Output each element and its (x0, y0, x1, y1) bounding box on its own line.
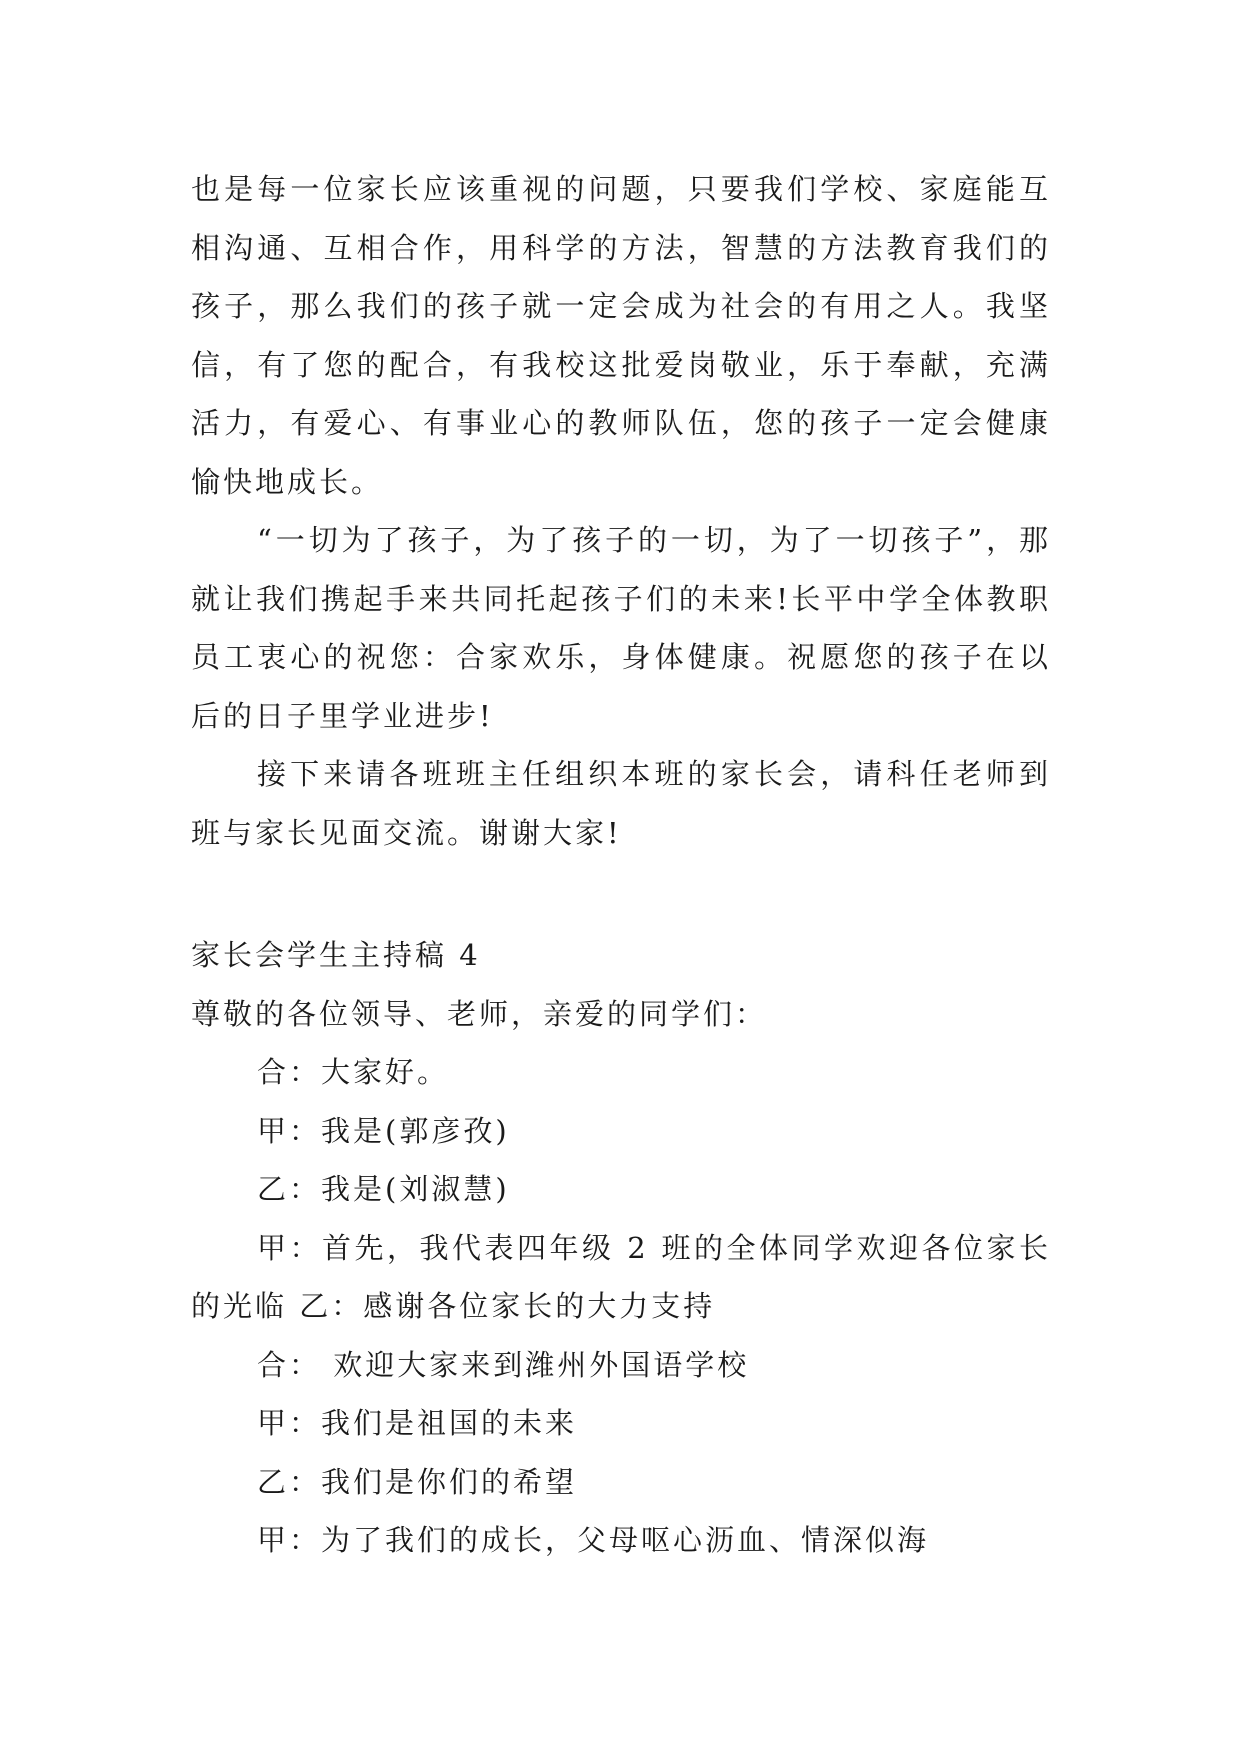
paragraph-everything-for-children: “一切为了孩子，为了孩子的一切，为了一切孩子”，那就让我们携起手来共同托起孩子们的未来!长平中学全体教职员工衷心的祝您：合家欢乐，身体健康。祝愿您的孩子在以后的日子里学业进步! (191, 523, 1051, 733)
section-spacer (191, 862, 1051, 926)
paragraph-parent-cooperation: 也是每一位家长应该重视的问题，只要我们学校、家庭能互相沟通、互相合作，用科学的方法，智慧的方法教育我们的孩子，那么我们的孩子就一定会成为社会的有用之人。我坚信，有了您的配合，有我校这批爱岗敬业，乐于奉献，充满活力，有爱心、有事业心的教师队伍，您的孩子一定会健康愉快地成长。 (191, 172, 1051, 499)
document-body (191, 160, 1051, 1570)
section-title: 家长会学生主持稿 4 (191, 938, 481, 972)
script-line-together-welcome: 合： 欢迎大家来到潍州外国语学校 (257, 1347, 750, 1382)
script-line-b-hope: 乙：我们是你们的希望 (257, 1464, 578, 1499)
script-line-a-intro: 甲：我是(郭彦孜) (257, 1113, 510, 1148)
script-line-a-welcome: 甲：首先，我代表四年级 2 班的全体同学欢迎各位家长的光临 乙：感谢各位家长的大力支持 (191, 1230, 1051, 1323)
greeting-line: 尊敬的各位领导、老师，亲爱的同学们： (191, 996, 768, 1031)
script-line-together-hello: 合：大家好。 (257, 1055, 450, 1089)
script-line-a-future: 甲：我们是祖国的未来 (257, 1406, 578, 1440)
paragraph-closing-instructions: 接下来请各班班主任组织本班的家长会，请科任老师到班与家长见面交流。谢谢大家! (191, 757, 1051, 850)
script-line-b-intro: 乙：我是(刘淑慧) (257, 1172, 510, 1206)
script-line-a-parents: 甲：为了我们的成长，父母呕心沥血、情深似海 (257, 1523, 930, 1557)
